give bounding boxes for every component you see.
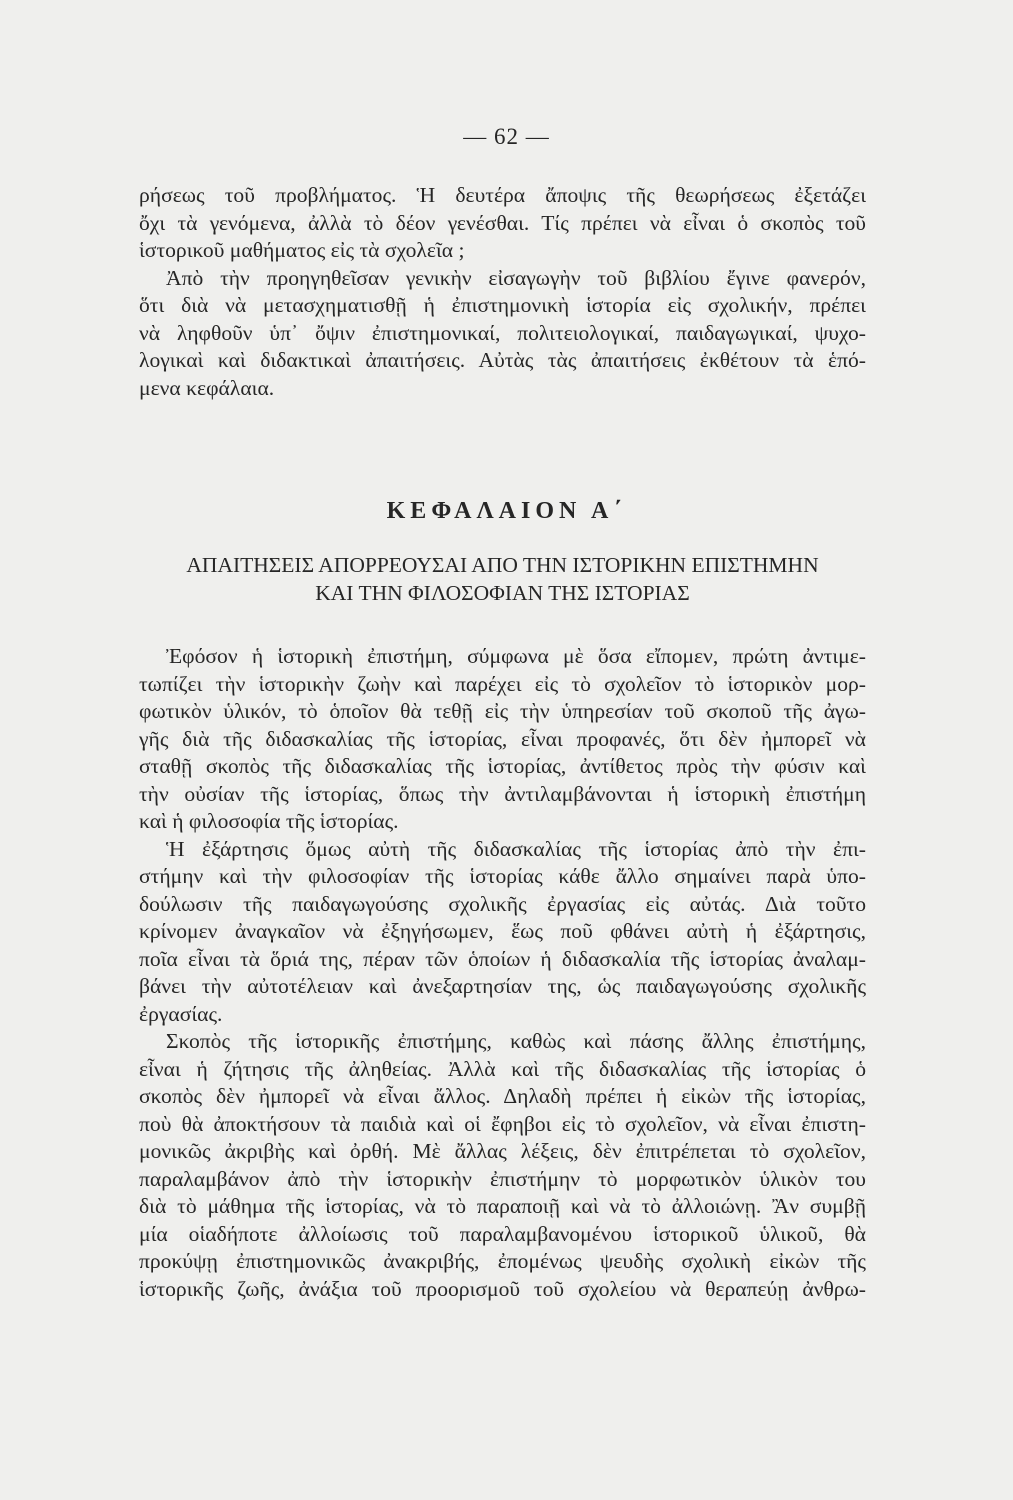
text-line: δούλωσιν τῆς παιδαγωγούσης σχολικῆς ἐργασίας εἰς αὐτάς. Διὰ τοῦτο	[139, 891, 866, 916]
text-line: προκύψῃ ἐπιστημονικῶς ἀνακριβής, ἐπομένως ψευδὴς σχολικὴ εἰκὼν τῆς	[139, 1249, 866, 1273]
text-line: νὰ ληφθοῦν ὑπ᾿ ὄψιν ἐπιστημονικαί, πολιτειολογικαί, παιδαγωγικαί, ψυχο-	[139, 320, 866, 345]
text-line: μονικῶς ἀκριβὴς καὶ ὀρθή. Μὲ ἄλλας λέξεις, δὲν ἐπιτρέπεται τὸ σχολεῖον,	[139, 1139, 866, 1163]
text-line: διὰ τὸ μάθημα τῆς ἱστορίας, νὰ τὸ παραποιῇ καὶ νὰ τὸ ἀλλοιώνῃ. Ἂν συμβῇ	[139, 1194, 866, 1218]
text-line: στήμην καὶ τὴν φιλοσοφίαν τῆς ἱστορίας κάθε ἄλλο σημαίνει παρὰ ὑπο-	[139, 864, 866, 888]
text-line: ἱστορικοῦ μαθήματος εἰς τὰ σχολεῖα ;	[139, 238, 465, 262]
page-number: — 62 —	[463, 124, 550, 149]
chapter-title-line: ΚΑΙ ΤΗΝ ΦΙΛΟΣΟΦΙΑΝ ΤΗΣ ΙΣΤΟΡΙΑΣ	[315, 580, 690, 605]
body-paragraphs	[139, 643, 866, 1303]
text-line: Ἀπὸ τὴν προηγηθεῖσαν γενικὴν εἰσαγωγὴν τοῦ βιβλίου ἔγινε φανερόν,	[166, 265, 866, 290]
text-line: παραλαμβάνον ἀπὸ τὴν ἱστορικὴν ἐπιστήμην τὸ μορφωτικὸν ὑλικὸν του	[139, 1166, 866, 1191]
text-line: λογικαὶ καὶ διδακτικαὶ ἀπαιτήσεις. Αὐτὰς τὰς ἀπαιτήσεις ἐκθέτουν τὰ ἑπό-	[139, 348, 866, 372]
text-line: μία οἱαδήποτε ἀλλοίωσις τοῦ παραλαμβανομένου ἱστορικοῦ ὑλικοῦ, θὰ	[139, 1221, 866, 1246]
text-line: Ἡ ἐξάρτησις ὅμως αὐτὴ τῆς διδασκαλίας τῆς ἱστορίας ἀπὸ τὴν ἐπι-	[166, 836, 866, 861]
text-line: ἐργασίας.	[139, 1001, 223, 1026]
text-line: Ἐφόσον ἡ ἱστορικὴ ἐπιστήμη, σύμφωνα μὲ ὅσα εἴπομεν, πρώτη ἀντιμε-	[166, 644, 866, 668]
text-line: ὅτι διὰ νὰ μετασχηματισθῇ ἡ ἐπιστημονικὴ ἱστορία εἰς σχολικήν, πρέπει	[139, 293, 866, 317]
text-line: εἶναι ἡ ζήτησις τῆς ἀληθείας. Ἀλλὰ καὶ τῆς διδασκαλίας τῆς ἱστορίας ὁ	[139, 1056, 866, 1081]
text-line: ἱστορικῆς ζωῆς, ἀνάξια τοῦ προορισμοῦ τοῦ σχολείου νὰ θεραπεύῃ ἀνθρω-	[139, 1276, 866, 1301]
text-line: κρίνομεν ἀναγκαῖον νὰ ἐξηγήσωμεν, ἕως ποῦ φθάνει αὐτὴ ἡ ἐξάρτησις,	[139, 919, 866, 943]
text-line: σκοπὸς δὲν ἠμπορεῖ νὰ εἶναι ἄλλος. Δηλαδὴ πρέπει ἡ εἰκὼν τῆς ἱστορίας,	[139, 1084, 866, 1108]
intro-paragraphs	[139, 182, 866, 402]
text-line: γῆς διὰ τῆς διδασκαλίας τῆς ἱστορίας, εἶναι προφανές, ὅτι δὲν ἠμπορεῖ νὰ	[139, 726, 866, 751]
text-line: μενα κεφάλαια.	[139, 375, 275, 400]
chapter-title	[139, 552, 866, 607]
text-line: τωπίζει τὴν ἱστορικὴν ζωὴν καὶ παρέχει εἰς τὸ σχολεῖον τὸ ἱστορικὸν μορ-	[139, 671, 866, 696]
text-line: ὄχι τὰ γενόμενα, ἀλλὰ τὸ δέον γενέσθαι. Τίς πρέπει νὰ εἶναι ὁ σκοπὸς τοῦ	[139, 210, 866, 235]
text-line: φωτικὸν ὑλικόν, τὸ ὁποῖον θὰ τεθῇ εἰς τὴν ὑπηρεσίαν τοῦ σκοποῦ τῆς ἀγω-	[139, 699, 866, 723]
text-line: ποῖα εἶναι τὰ ὅριά της, πέραν τῶν ὁποίων ἡ διδασκαλία τῆς ἱστορίας ἀναλαμ-	[139, 946, 866, 971]
text-line: ρήσεως τοῦ προβλήματος. Ἡ δευτέρα ἄποψις τῆς θεωρήσεως ἐξετάζει	[139, 183, 866, 207]
chapter-title-line: ΑΠΑΙΤΗΣΕΙΣ ΑΠΟΡΡΕΟΥΣΑΙ ΑΠΟ ΤΗΝ ΙΣΤΟΡΙΚΗΝ ΕΠΙΣΤΗΜΗΝ	[186, 553, 819, 577]
chapter-heading: ΚΕΦΑΛΑΙΟΝ Α΄	[386, 498, 627, 524]
text-line: καὶ ἡ φιλοσοφία τῆς ἱστορίας.	[139, 809, 399, 833]
text-line: Σκοπὸς τῆς ἱστορικῆς ἐπιστήμης, καθὼς καὶ πάσης ἄλλης ἐπιστήμης,	[166, 1029, 866, 1053]
text-line: τὴν οὐσίαν τῆς ἱστορίας, ὅπως τὴν ἀντιλαμβάνονται ἡ ἱστορικὴ ἐπιστήμη	[139, 781, 866, 806]
text-line: βάνει τὴν αὐτοτέλειαν καὶ ἀνεξαρτησίαν της, ὡς παιδαγωγούσης σχολικῆς	[139, 974, 866, 998]
text-line: ποὺ θὰ ἀποκτήσουν τὰ παιδιὰ καὶ οἱ ἔφηβοι εἰς τὸ σχολεῖον, νὰ εἶναι ἐπιστη-	[139, 1111, 866, 1136]
text-line: σταθῇ σκοπὸς τῆς διδασκαλίας τῆς ἱστορίας, ἀντίθετος πρὸς τὴν φύσιν καὶ	[139, 754, 866, 778]
